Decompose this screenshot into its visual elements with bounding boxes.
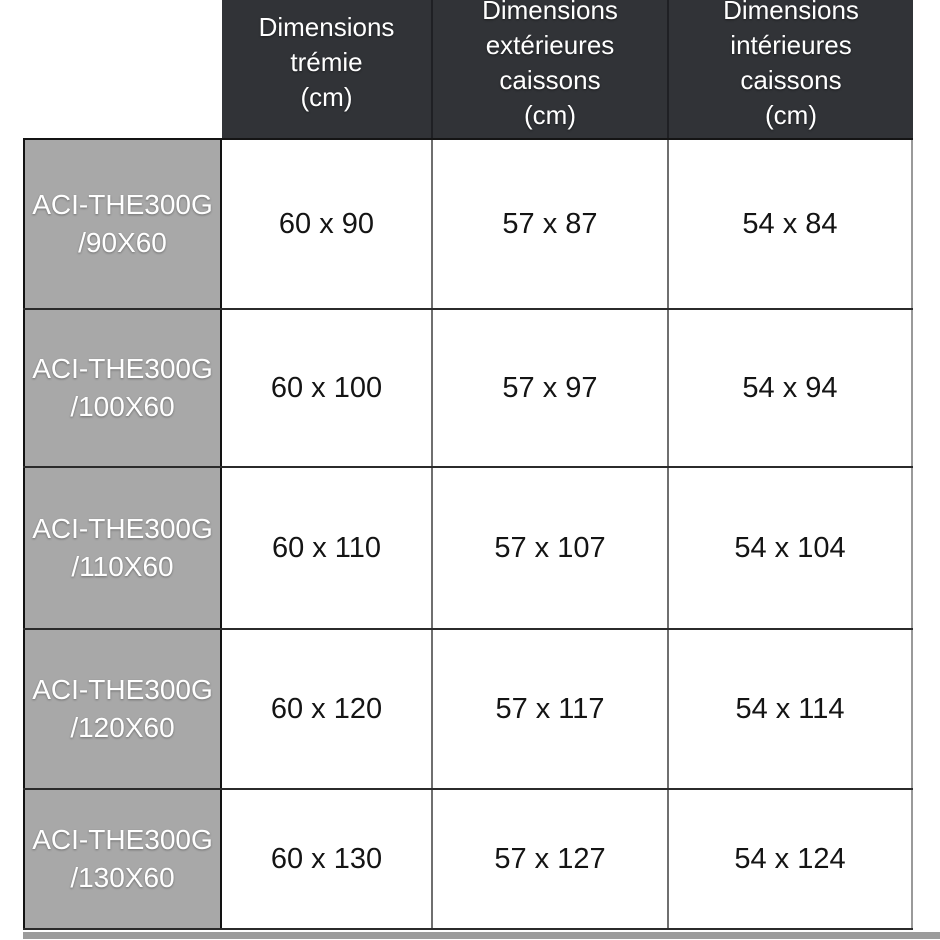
tremie-dimension-cell: 60 x 110 <box>222 468 433 628</box>
exterior-dimension-cell: 57 x 127 <box>433 790 669 928</box>
table-row <box>23 140 913 310</box>
spec-table-body <box>23 138 913 930</box>
interior-dimension-cell: 54 x 104 <box>669 468 913 628</box>
interior-dimension-cell: 54 x 124 <box>669 790 913 928</box>
spec-table-header-row <box>222 0 913 138</box>
exterior-dimension-cell: 57 x 97 <box>433 310 669 466</box>
header-line: extérieures <box>485 29 615 60</box>
header-cell-exterior <box>433 0 669 138</box>
tremie-dimension-cell: 60 x 100 <box>222 310 433 466</box>
product-ref-line2: /110X60 <box>71 551 174 582</box>
interior-dimension-cell: 54 x 84 <box>669 140 913 308</box>
header-line: (cm) <box>300 82 353 112</box>
table-row <box>23 468 913 630</box>
product-ref-line1: ACI-THE300G <box>32 513 213 544</box>
product-ref-line2: /90X60 <box>78 227 167 258</box>
exterior-dimension-cell: 57 x 87 <box>433 140 669 308</box>
exterior-dimension-cell: 57 x 117 <box>433 630 669 788</box>
product-ref-line1: ACI-THE300G <box>32 674 213 705</box>
table-row <box>23 790 913 930</box>
product-ref-line2: /120X60 <box>70 712 175 743</box>
interior-dimension-cell: 54 x 94 <box>669 310 913 466</box>
product-ref-line2: /130X60 <box>70 862 175 893</box>
header-line: Dimensions <box>723 0 859 25</box>
product-ref-line2: /100X60 <box>70 391 175 422</box>
tremie-dimension-cell: 60 x 90 <box>222 140 433 308</box>
header-line: Dimensions <box>482 0 618 25</box>
row-header-cell <box>23 790 222 928</box>
row-header-cell <box>23 310 222 466</box>
product-ref-line1: ACI-THE300G <box>32 189 213 220</box>
table-row <box>23 630 913 790</box>
header-cell-interior <box>669 0 913 138</box>
header-cell-tremie <box>222 0 433 138</box>
header-line: trémie <box>290 47 363 77</box>
header-line: (cm) <box>524 99 576 130</box>
exterior-dimension-cell: 57 x 107 <box>433 468 669 628</box>
row-header-cell <box>23 630 222 788</box>
header-line: intérieures <box>730 29 852 60</box>
row-header-cell <box>23 468 222 628</box>
tremie-dimension-cell: 60 x 120 <box>222 630 433 788</box>
header-line: (cm) <box>765 99 817 130</box>
header-line: caissons <box>740 64 842 95</box>
product-ref-line1: ACI-THE300G <box>32 824 213 855</box>
product-ref-line1: ACI-THE300G <box>32 353 213 384</box>
row-header-cell <box>23 140 222 308</box>
header-line: caissons <box>499 64 601 95</box>
interior-dimension-cell: 54 x 114 <box>669 630 913 788</box>
cropped-bottom-element-edge <box>23 932 940 939</box>
tremie-dimension-cell: 60 x 130 <box>222 790 433 928</box>
table-row <box>23 310 913 468</box>
header-line: Dimensions <box>258 12 395 42</box>
